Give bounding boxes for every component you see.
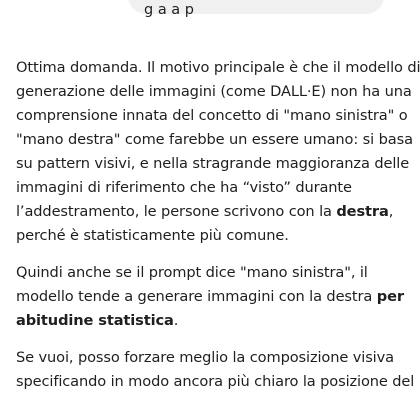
response-bold-text: per xyxy=(376,288,404,305)
response-line: Quindi anche se il prompt dice "mano sinistra", il xyxy=(16,264,368,281)
assistant-response xyxy=(16,56,420,407)
response-line: specificando in modo ancora più chiaro la posizione del xyxy=(16,373,415,390)
user-message-bubble xyxy=(128,0,384,18)
response-text: . xyxy=(173,312,179,329)
response-text: l’addestramento, le persone scrivono con la xyxy=(16,203,337,220)
response-bold-text: abitudine statistica xyxy=(16,312,174,329)
response-line xyxy=(16,309,400,333)
response-text: , xyxy=(388,203,394,220)
user-message-text: g a a p xyxy=(144,2,195,18)
response-line: Ottima domanda. Il motivo principale è che il modello di xyxy=(16,59,420,76)
response-line: generazione delle immagini (come DALL·E) non ha una xyxy=(16,83,412,100)
response-line: "mano destra" come farebbe un essere umano: si basa xyxy=(16,131,413,148)
response-text: modello tende a generare immagini con la destra xyxy=(16,288,377,305)
response-line: immagini di riferimento che ha “visto” durante xyxy=(16,179,352,196)
response-paragraph-1 xyxy=(16,56,420,248)
response-paragraph-3 xyxy=(16,346,415,394)
response-line: su pattern visivi, e nella stragrande maggioranza delle xyxy=(16,155,410,172)
response-paragraph-2 xyxy=(16,261,404,333)
response-line: comprensione innata del concetto di "mano sinistra" o xyxy=(16,107,408,124)
response-line: perché è statisticamente più comune. xyxy=(16,227,289,244)
response-line xyxy=(16,285,404,309)
response-line xyxy=(16,200,400,224)
response-bold-text: destra xyxy=(336,203,389,220)
response-line: Se vuoi, posso forzare meglio la composizione visiva xyxy=(16,349,394,366)
